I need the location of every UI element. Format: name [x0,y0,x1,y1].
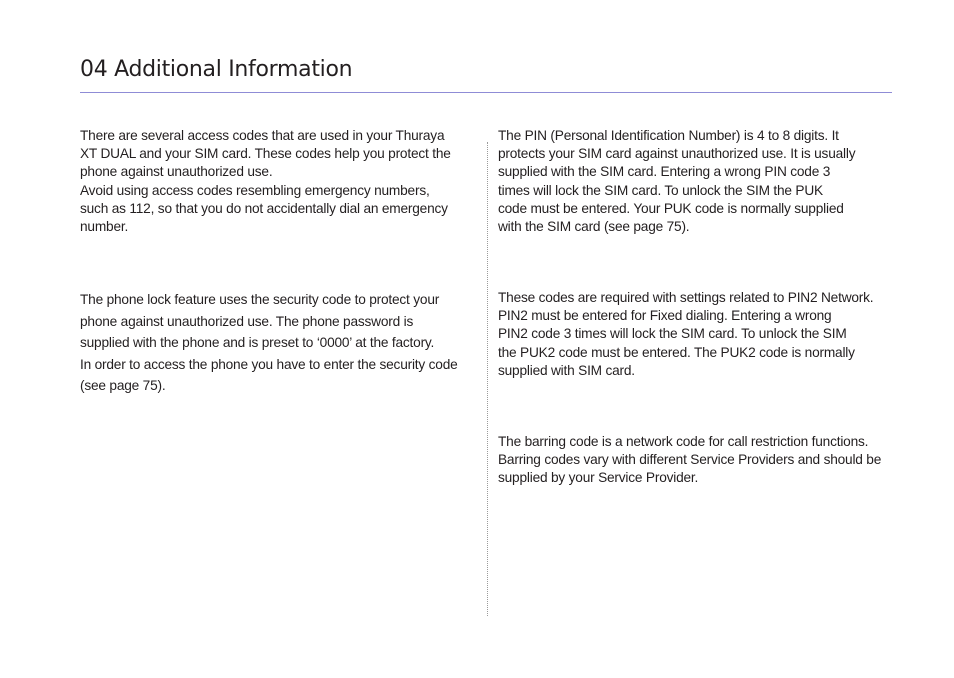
text-line: PIN2 must be entered for Fixed dialing. Entering a wrong [498,308,832,324]
text-line: Avoid using access codes resembling emergency numbers, [80,182,430,198]
text-line: phone against unauthorized use. The phone password is [80,313,414,329]
barring-code-paragraph [498,433,881,488]
text-line: The phone lock feature uses the security code to protect your [80,292,440,307]
text-line: (see page 75). [80,378,166,393]
text-line: The barring code is a network code for call restriction functions. [498,434,869,449]
text-line: supplied with the phone and is preset to ‘0000’ at the factory. [80,335,435,350]
text-line: These codes are required with settings related to PIN2 Network. [498,290,874,305]
text-line: protects your SIM card against unauthorized use. It is usually [498,146,856,162]
pin-paragraph [498,127,855,236]
text-line: Barring codes vary with different Service Providers and should be [498,452,882,468]
text-line: In order to access the phone you have to enter the security code [80,356,458,372]
text-line: XT DUAL and your SIM card. These codes help you protect the [80,146,451,162]
text-line: with the SIM card (see page 75). [498,219,690,235]
phone-lock-paragraph [80,289,458,397]
text-line: supplied with SIM card. [498,362,635,378]
column-divider [487,142,488,616]
pin2-paragraph [498,289,873,380]
text-line: phone against unauthorized use. [80,164,273,180]
text-line: The PIN (Personal Identification Number) is 4 to 8 digits. It [498,128,839,143]
title-divider [80,92,892,93]
access-codes-paragraph [80,127,451,236]
text-line: supplied with the SIM card. Entering a wrong PIN code 3 [498,164,831,180]
text-line: supplied by your Service Provider. [498,470,699,486]
text-line: code must be entered. Your PUK code is normally supplied [498,200,844,216]
text-line: times will lock the SIM card. To unlock the SIM the PUK [498,182,823,198]
text-line: There are several access codes that are used in your Thuraya [80,128,445,143]
text-line: the PUK2 code must be entered. The PUK2 code is normally [498,344,855,360]
text-line: number. [80,219,129,235]
text-line: such as 112, so that you do not accidentally dial an emergency [80,200,448,216]
text-line: PIN2 code 3 times will lock the SIM card. To unlock the SIM [498,326,847,342]
page-title: 04 Additional Information [80,57,353,82]
